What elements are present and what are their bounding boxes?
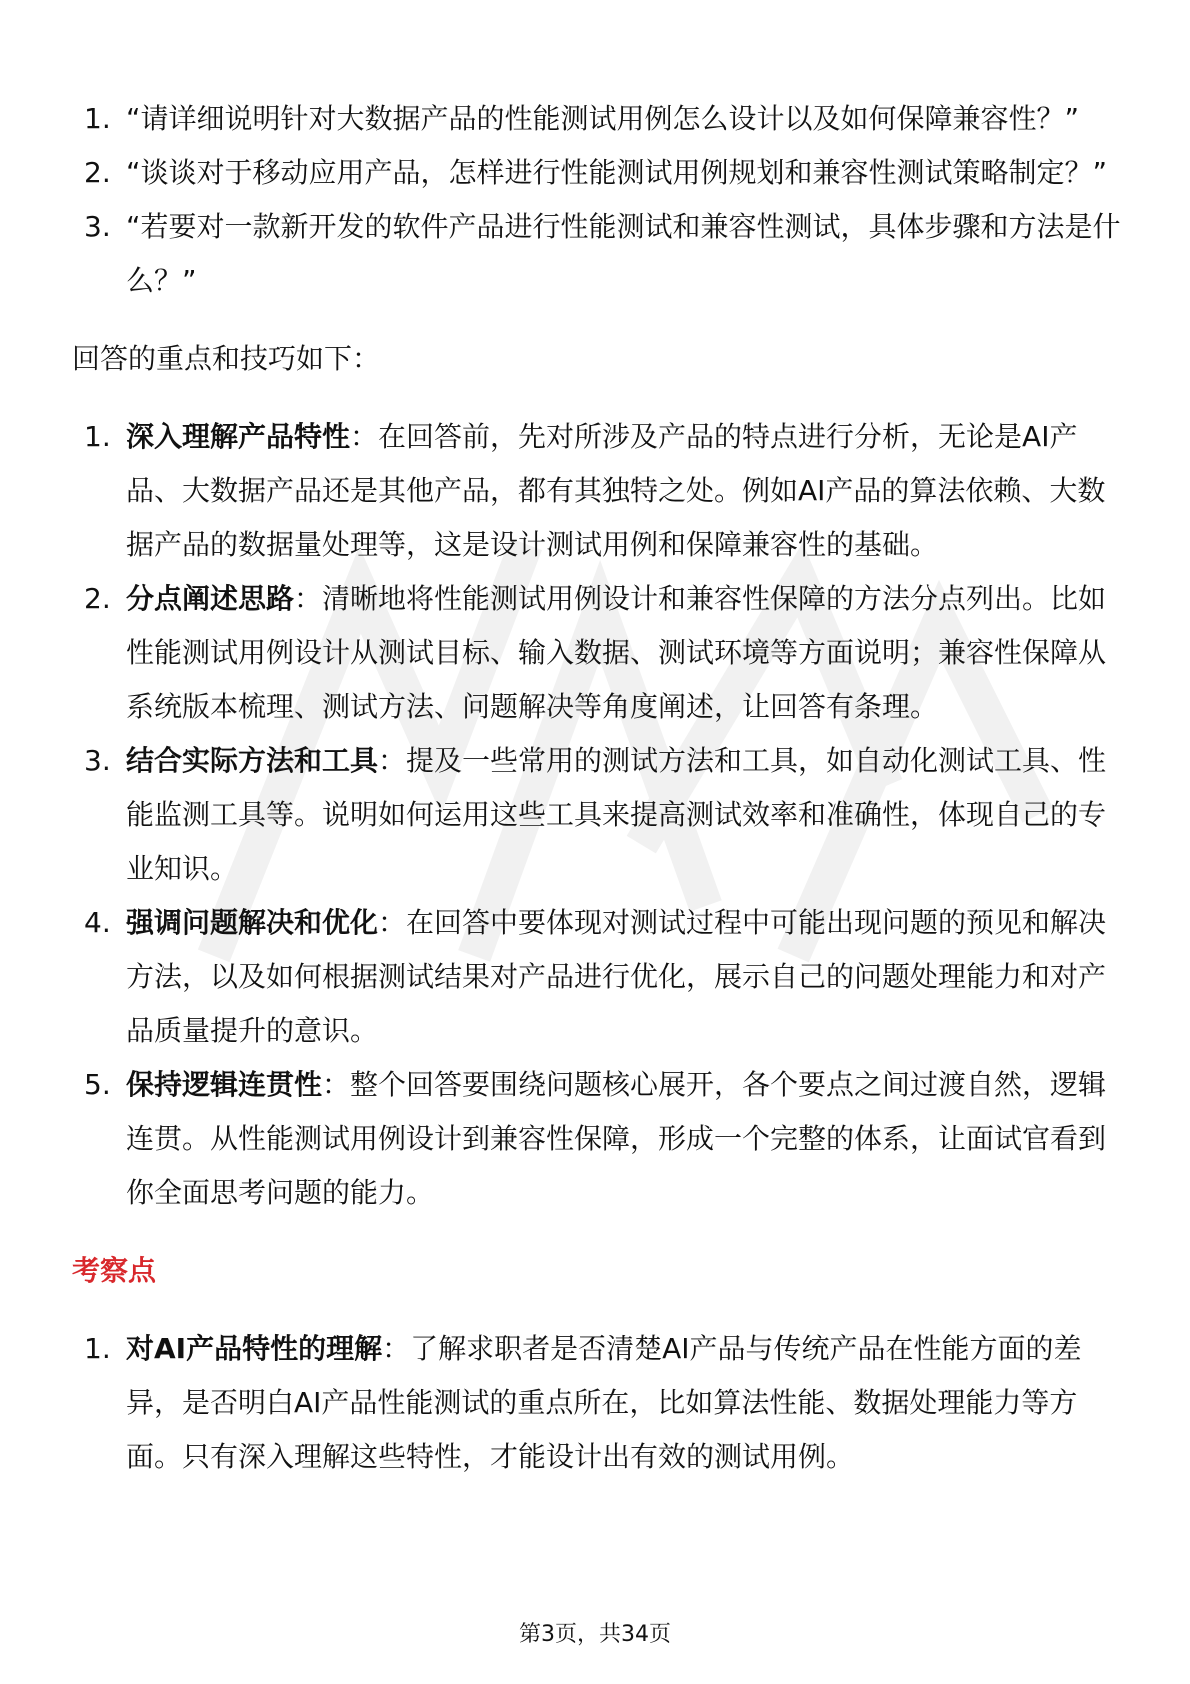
question-text: “谈谈对于移动应用产品，怎样进行性能测试用例规划和兼容性测试策略制定？” [126,156,1108,189]
exam-point-title: 对AI产品特性的理解 [126,1332,383,1365]
exam-point-text: 了解求职者是否清楚AI产品与传统产品在性能方面的差异，是否明白AI产品性能测试的重点所在，比如算法性能、数据处理能力等方面。只有深入理解这些特性，才能设计出有效的测试用例。 [126,1332,1082,1473]
question-text: “若要对一款新开发的软件产品进行性能测试和兼容性测试，具体步骤和方法是什么？” [126,210,1121,297]
question-text: “请详细说明针对大数据产品的性能测试用例怎么设计以及如何保障兼容性？” [126,102,1080,135]
tip-separator: ： [322,1068,351,1101]
tip-separator: ： [378,906,407,939]
tip-separator: ： [350,420,379,453]
list-item [72,1322,1122,1484]
question-list [72,92,1122,308]
tip-separator: ： [378,744,407,777]
list-number: 1. [84,1332,111,1365]
list-item [72,146,1122,200]
list-number: 3. [84,744,111,777]
list-item [72,200,1122,308]
tip-separator: ： [294,582,323,615]
tip-title: 保持逻辑连贯性 [126,1068,323,1101]
tip-title: 分点阐述思路 [126,582,295,615]
main-content [72,92,1122,1484]
list-item [72,896,1122,1058]
section-title: 考察点 [72,1254,157,1287]
tip-title: 强调问题解决和优化 [126,906,379,939]
tip-title: 结合实际方法和工具 [126,744,379,777]
page-footer: 第3页，共34页 [519,1622,671,1647]
list-number: 3. [84,210,111,243]
list-number: 2. [84,582,111,615]
tip-title: 深入理解产品特性 [126,420,351,453]
list-number: 1. [84,102,111,135]
tip-text: 提及一些常用的测试方法和工具，如自动化测试工具、性能监测工具等。说明如何运用这些工具来提高测试效率和准确性，体现自己的专业知识。 [126,744,1107,885]
list-number: 4. [84,906,111,939]
list-number: 5. [84,1068,111,1101]
list-number: 2. [84,156,111,189]
list-item [72,410,1122,572]
answer-intro: 回答的重点和技巧如下： [72,342,381,375]
exam-points-list [72,1322,1122,1484]
tip-text: 在回答前，先对所涉及产品的特点进行分析，无论是AI产品、大数据产品还是其他产品，都有其独特之处。例如AI产品的算法依赖、大数据产品的数据量处理等，这是设计测试用例和保障兼容性的基础。 [126,420,1106,561]
list-number: 1. [84,420,111,453]
tip-text: 清晰地将性能测试用例设计和兼容性保障的方法分点列出。比如性能测试用例设计从测试目标、输入数据、测试环境等方面说明；兼容性保障从系统版本梳理、测试方法、问题解决等角度阐述，让回答有条理。 [126,582,1107,723]
list-item [72,1058,1122,1220]
exam-point-separator: ： [382,1332,411,1365]
list-item [72,92,1122,146]
tip-text: 整个回答要围绕问题核心展开，各个要点之间过渡自然，逻辑连贯。从性能测试用例设计到兼容性保障，形成一个完整的体系，让面试官看到你全面思考问题的能力。 [126,1068,1107,1209]
tip-text: 在回答中要体现对测试过程中可能出现问题的预见和解决方法，以及如何根据测试结果对产品进行优化，展示自己的问题处理能力和对产品质量提升的意识。 [126,906,1107,1047]
list-item [72,734,1122,896]
tips-list [72,410,1122,1220]
list-item [72,572,1122,734]
